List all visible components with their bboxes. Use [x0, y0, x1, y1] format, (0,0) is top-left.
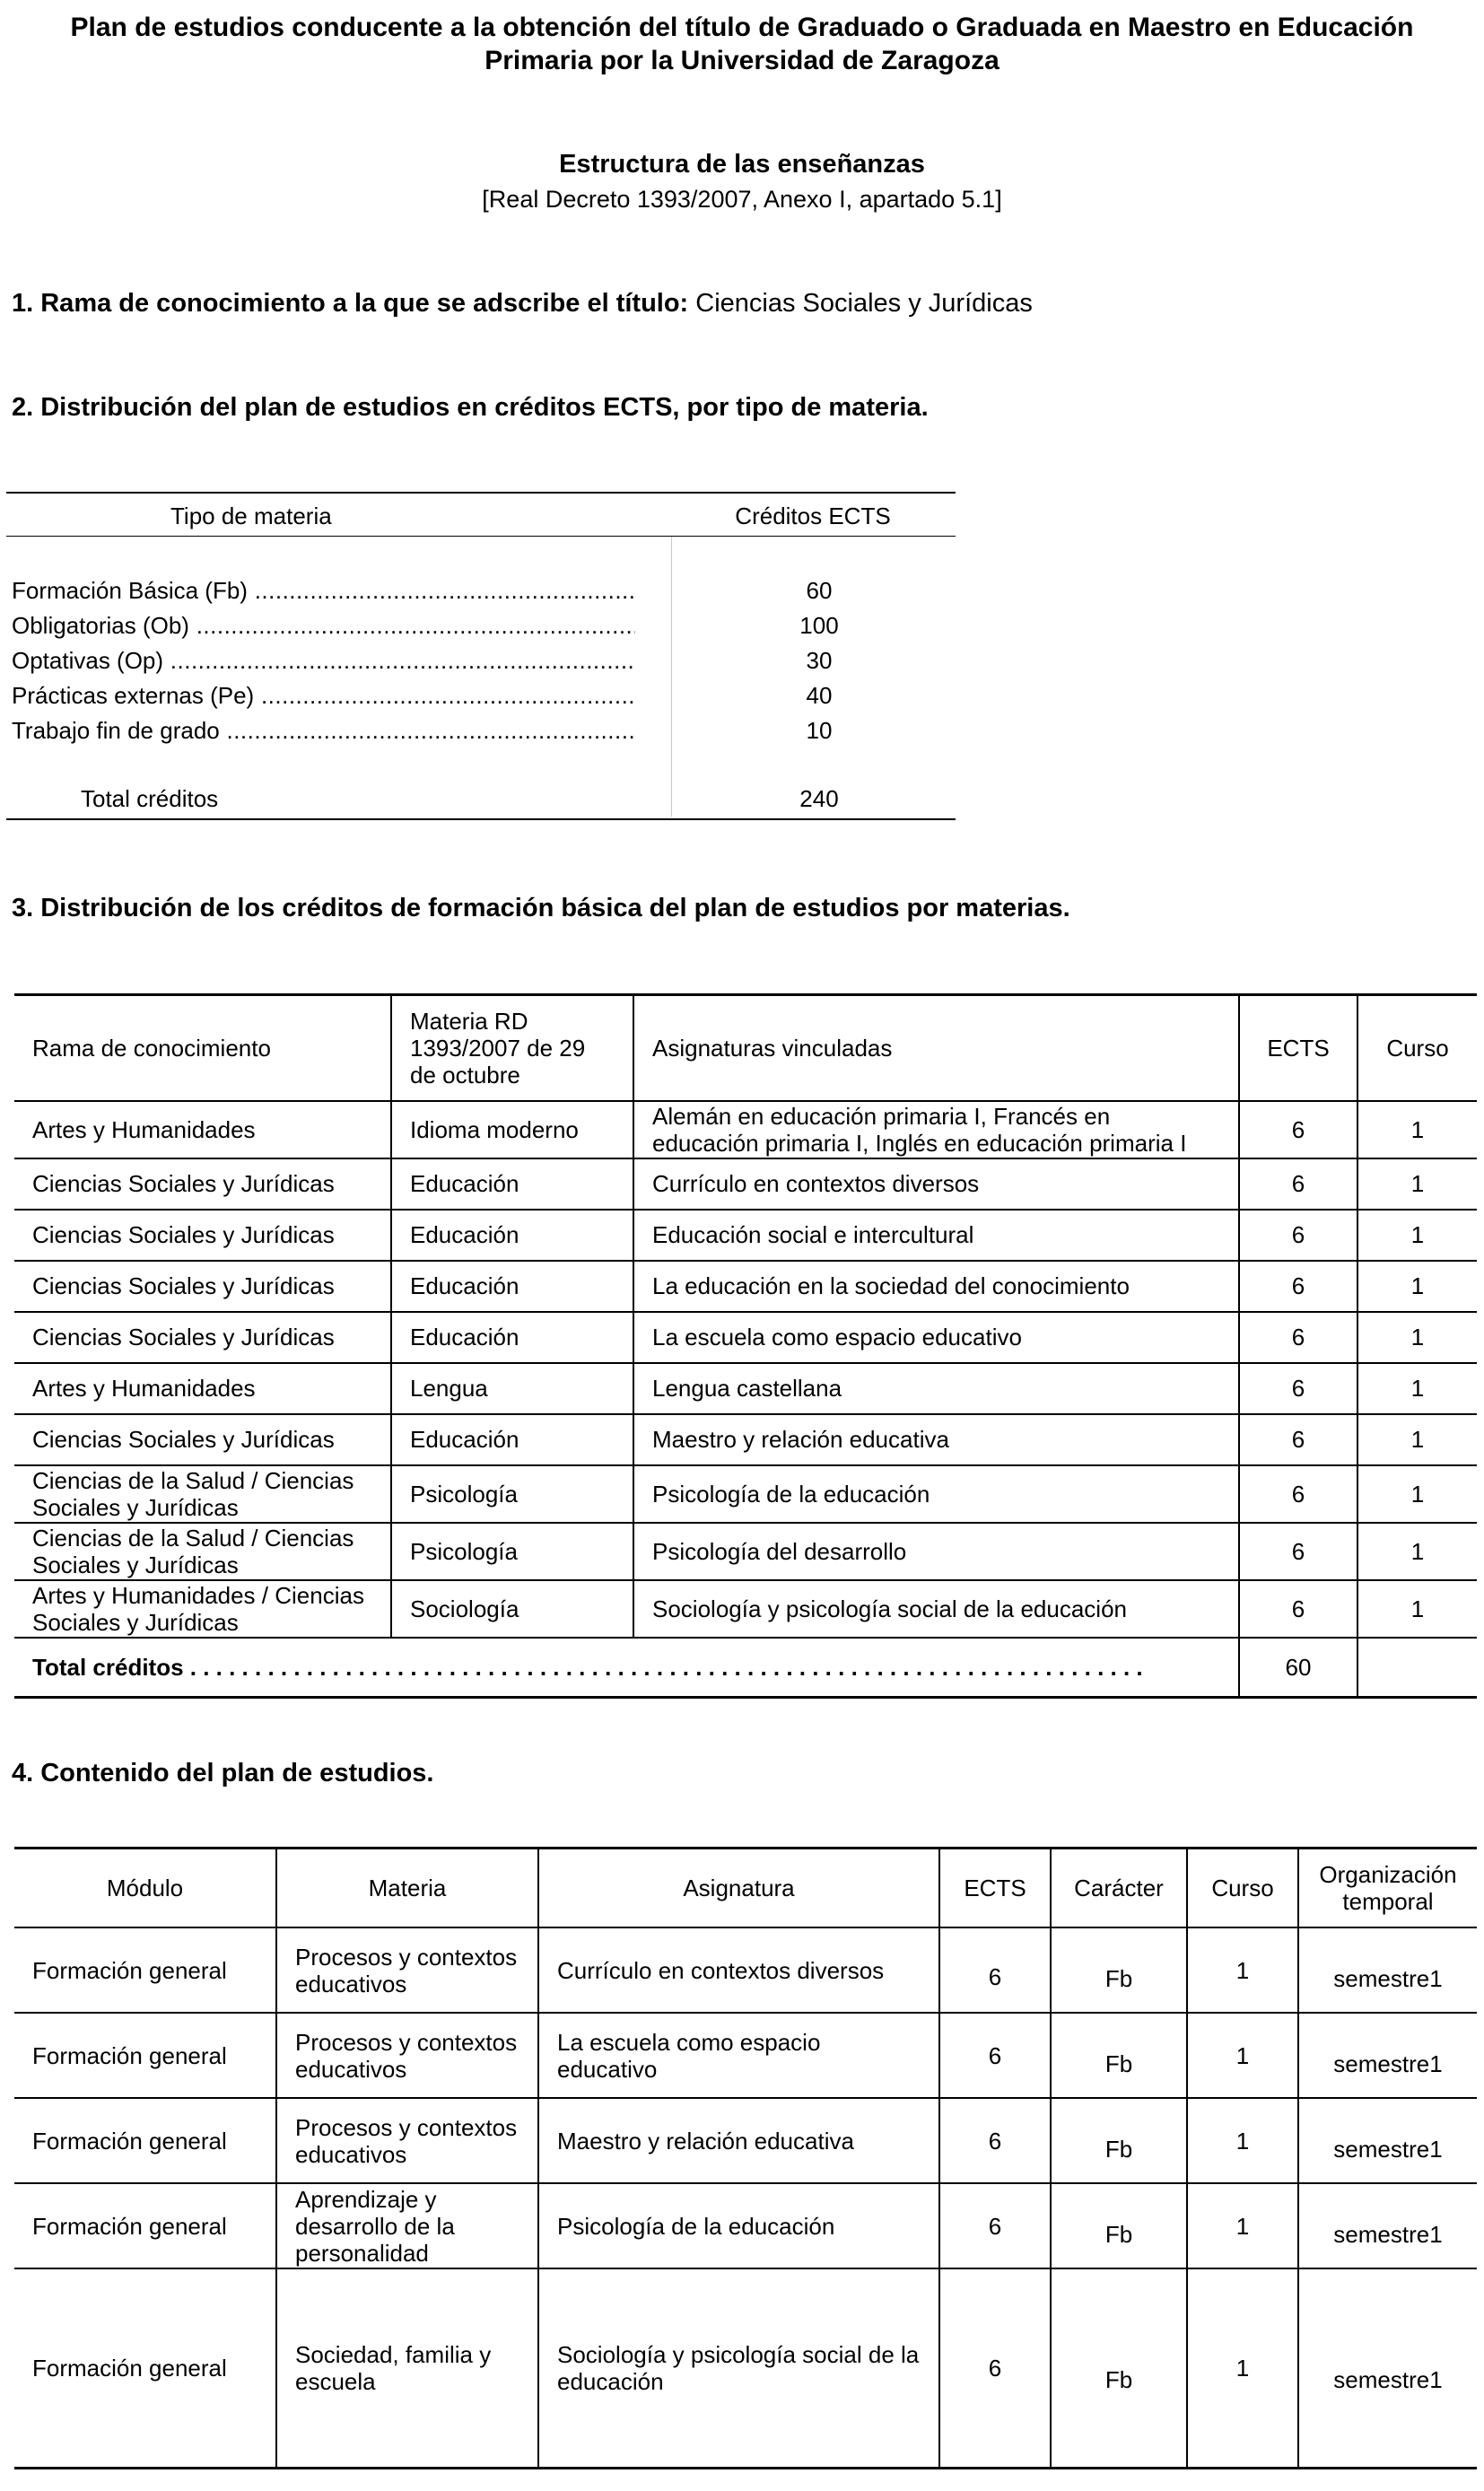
type-credits: 60: [806, 577, 833, 604]
basic-training-table: [14, 993, 1477, 1699]
cell-ects: 6: [1239, 1465, 1357, 1523]
col-header-materia: Materia: [276, 1849, 538, 1928]
cell-ects: 6: [939, 2268, 1051, 2468]
cell-modulo: Formación general: [14, 2013, 276, 2098]
cell-asignatura: Currículo en contextos diversos: [538, 1927, 939, 2013]
cell-ects: 6: [1239, 1210, 1357, 1261]
cell-asignaturas: La educación en la sociedad del conocimiento: [633, 1261, 1239, 1312]
table-row: [14, 1465, 1477, 1523]
cell-materia: Procesos y contextos educativos: [276, 2098, 538, 2183]
section-3-heading: 3. Distribución de los créditos de formación básica del plan de estudios por materias.: [12, 894, 1070, 922]
table-row: [14, 2013, 1477, 2098]
cell-asignatura: La escuela como espacio educativo: [538, 2013, 939, 2098]
cell-caracter: Fb: [1051, 1927, 1187, 2013]
section-2-heading: 2. Distribución del plan de estudios en créditos ECTS, por tipo de materia.: [12, 393, 929, 422]
cell-caracter: Fb: [1051, 2098, 1187, 2183]
col-header-materia: Materia RD 1393/2007 de 29 de octubre: [391, 995, 633, 1101]
col-header-asignatura: Asignatura: [538, 1849, 939, 1928]
cell-asignaturas: Alemán en educación primaria I, Francés en educación primaria I, Inglés en educación primaria I: [633, 1101, 1239, 1158]
cell-asignaturas: Psicología de la educación: [633, 1465, 1239, 1523]
cell-materia: Sociedad, familia y escuela: [276, 2268, 538, 2468]
type-name: Optativas (Op) .....: [12, 647, 635, 675]
table-row: [12, 577, 954, 612]
col-header-credits: Créditos ECTS: [735, 503, 891, 529]
table-row: [14, 2183, 1477, 2268]
cell-curso: 1: [1357, 1101, 1477, 1158]
cell-caracter: Fb: [1051, 2268, 1187, 2468]
cell-organizacion: semestre1: [1298, 2098, 1477, 2183]
cell-curso: 1: [1187, 1927, 1298, 2013]
title-line-2: Primaria por la Universidad de Zaragoza: [484, 46, 1000, 75]
cell-curso: 1: [1357, 1523, 1477, 1580]
cell-curso: 1: [1357, 1261, 1477, 1312]
cell-materia: Educación: [391, 1261, 633, 1312]
col-header-asignaturas: Asignaturas vinculadas: [633, 995, 1239, 1101]
type-credits: 100: [799, 612, 839, 639]
cell-materia: Idioma moderno: [391, 1101, 633, 1158]
cell-caracter: Fb: [1051, 2183, 1187, 2268]
structure-reference: [Real Decreto 1393/2007, Anexo I, apartado 5.1]: [482, 186, 1002, 213]
table-row: [14, 2098, 1477, 2183]
cell-ects: 6: [939, 2013, 1051, 2098]
cell-ects: 6: [1239, 1158, 1357, 1210]
cell-ects: 6: [1239, 1523, 1357, 1580]
cell-modulo: Formación general: [14, 2183, 276, 2268]
table-row: [14, 2268, 1477, 2468]
table-row: [14, 1523, 1477, 1580]
table-header-row: [14, 995, 1477, 1101]
document-title: [0, 11, 1484, 77]
cell-materia: Aprendizaje y desarrollo de la personalidad: [276, 2183, 538, 2268]
col-header-curso: Curso: [1357, 995, 1477, 1101]
table-row: [12, 612, 954, 647]
cell-curso: 1: [1187, 2098, 1298, 2183]
cell-asignatura: Psicología de la educación: [538, 2183, 939, 2268]
cell-rama: Artes y Humanidades / Ciencias Sociales y Jurídicas: [14, 1580, 391, 1638]
table-row: [14, 1312, 1477, 1363]
cell-asignaturas: Lengua castellana: [633, 1363, 1239, 1414]
cell-ects: 6: [939, 2098, 1051, 2183]
cell-materia: Educación: [391, 1312, 633, 1363]
header-rule: [6, 536, 956, 537]
type-credits: 10: [806, 717, 833, 744]
cell-materia: Lengua: [391, 1363, 633, 1414]
cell-curso: 1: [1357, 1465, 1477, 1523]
table-bottom-rule: [6, 818, 956, 820]
col-header-caracter: Carácter: [1051, 1849, 1187, 1928]
table-row: [14, 1927, 1477, 2013]
col-header-type: Tipo de materia: [170, 503, 332, 529]
total-ects: 60: [1239, 1638, 1357, 1698]
total-label-cell: [14, 1638, 1239, 1698]
table-row: [14, 1580, 1477, 1638]
table-row: [14, 1158, 1477, 1210]
cell-materia: Educación: [391, 1210, 633, 1261]
cell-rama: Ciencias Sociales y Jurídicas: [14, 1261, 391, 1312]
table-row: [12, 717, 954, 752]
col-header-curso: Curso: [1187, 1849, 1298, 1928]
table-row: [14, 1414, 1477, 1465]
cell-materia: Procesos y contextos educativos: [276, 2013, 538, 2098]
cell-ects: 6: [1239, 1101, 1357, 1158]
section-4-heading: 4. Contenido del plan de estudios.: [12, 1759, 434, 1787]
structure-title: Estructura de las enseñanzas: [559, 150, 925, 179]
cell-materia: Educación: [391, 1158, 633, 1210]
cell-asignatura: Maestro y relación educativa: [538, 2098, 939, 2183]
cell-organizacion: semestre1: [1298, 2183, 1477, 2268]
cell-ects: 6: [939, 1927, 1051, 2013]
cell-ects: 6: [1239, 1414, 1357, 1465]
cell-curso: 1: [1187, 2268, 1298, 2468]
type-credits: 30: [806, 647, 833, 674]
cell-modulo: Formación general: [14, 2268, 276, 2468]
cell-materia: Psicología: [391, 1465, 633, 1523]
cell-rama: Ciencias Sociales y Jurídicas: [14, 1414, 391, 1465]
cell-materia: Psicología: [391, 1523, 633, 1580]
section-1-heading: [12, 289, 1033, 319]
cell-ects: 6: [1239, 1312, 1357, 1363]
cell-rama: Ciencias de la Salud / Ciencias Sociales y Jurídicas: [14, 1523, 391, 1580]
table-top-rule: [6, 492, 956, 494]
cell-rama: Ciencias Sociales y Jurídicas: [14, 1312, 391, 1363]
cell-rama: Ciencias Sociales y Jurídicas: [14, 1158, 391, 1210]
cell-materia: Procesos y contextos educativos: [276, 1927, 538, 2013]
cell-asignaturas: Psicología del desarrollo: [633, 1523, 1239, 1580]
cell-curso: 1: [1357, 1312, 1477, 1363]
cell-asignaturas: Sociología y psicología social de la educación: [633, 1580, 1239, 1638]
cell-rama: Ciencias Sociales y Jurídicas: [14, 1210, 391, 1261]
cell-ects: 6: [939, 2183, 1051, 2268]
total-label: Total créditos: [81, 785, 219, 812]
cell-asignaturas: La escuela como espacio educativo: [633, 1312, 1239, 1363]
total-value: 240: [799, 785, 839, 812]
cell-caracter: Fb: [1051, 2013, 1187, 2098]
cell-rama: Artes y Humanidades: [14, 1101, 391, 1158]
cell-materia: Sociología: [391, 1580, 633, 1638]
cell-ects: 6: [1239, 1261, 1357, 1312]
cell-curso: 1: [1187, 2013, 1298, 2098]
table-row: [14, 1261, 1477, 1312]
cell-curso: 1: [1357, 1414, 1477, 1465]
table-row: [12, 682, 954, 717]
title-line-1: Plan de estudios conducente a la obtención del título de Graduado o Graduada en Maestro en Educación: [70, 13, 1414, 42]
table-header-row: [14, 1849, 1477, 1928]
total-curso-empty: [1357, 1638, 1477, 1698]
type-name: Formación Básica (Fb) .....: [12, 577, 635, 605]
cell-modulo: Formación general: [14, 1927, 276, 2013]
cell-ects: 6: [1239, 1363, 1357, 1414]
cell-curso: 1: [1187, 2183, 1298, 2268]
total-label: Total créditos . . . . . . . . . . . . . . . . . . . . . . . . . . . . . . . . . . . . . . . . . . . . . . . . . . . . . . . . . . . . . . . . . . . . . . . . . .: [32, 1653, 1143, 1681]
table-row: [14, 1210, 1477, 1261]
cell-curso: 1: [1357, 1158, 1477, 1210]
type-name: Trabajo fin de grado .....: [12, 717, 635, 745]
cell-curso: 1: [1357, 1363, 1477, 1414]
cell-organizacion: semestre1: [1298, 2268, 1477, 2468]
col-header-modulo: Módulo: [14, 1849, 276, 1928]
cell-curso: 1: [1357, 1580, 1477, 1638]
cell-rama: Ciencias de la Salud / Ciencias Sociales y Jurídicas: [14, 1465, 391, 1523]
cell-rama: Artes y Humanidades: [14, 1363, 391, 1414]
cell-ects: 6: [1239, 1580, 1357, 1638]
section-1-label: 1. Rama de conocimiento a la que se adscribe el título:: [12, 289, 689, 318]
cell-curso: 1: [1357, 1210, 1477, 1261]
type-name: Obligatorias (Ob) .....: [12, 612, 635, 640]
cell-organizacion: semestre1: [1298, 2013, 1477, 2098]
table-row: [14, 1101, 1477, 1158]
cell-organizacion: semestre1: [1298, 1927, 1477, 2013]
col-header-ects: ECTS: [939, 1849, 1051, 1928]
total-row: [14, 1638, 1477, 1698]
type-credits: 40: [806, 682, 833, 709]
table-row: [12, 647, 954, 682]
cell-modulo: Formación general: [14, 2098, 276, 2183]
col-header-rama: Rama de conocimiento: [14, 995, 391, 1101]
table-row: [14, 1363, 1477, 1414]
cell-asignaturas: Currículo en contextos diversos: [633, 1158, 1239, 1210]
type-name: Prácticas externas (Pe) .....: [12, 682, 635, 710]
col-header-organizacion: Organización temporal: [1298, 1849, 1477, 1928]
col-header-ects: ECTS: [1239, 995, 1357, 1101]
cell-asignatura: Sociología y psicología social de la educación: [538, 2268, 939, 2468]
cell-materia: Educación: [391, 1414, 633, 1465]
cell-asignaturas: Maestro y relación educativa: [633, 1414, 1239, 1465]
section-1-value: Ciencias Sociales y Jurídicas: [695, 289, 1033, 318]
cell-asignaturas: Educación social e intercultural: [633, 1210, 1239, 1261]
study-plan-content-table: [14, 1847, 1477, 2469]
